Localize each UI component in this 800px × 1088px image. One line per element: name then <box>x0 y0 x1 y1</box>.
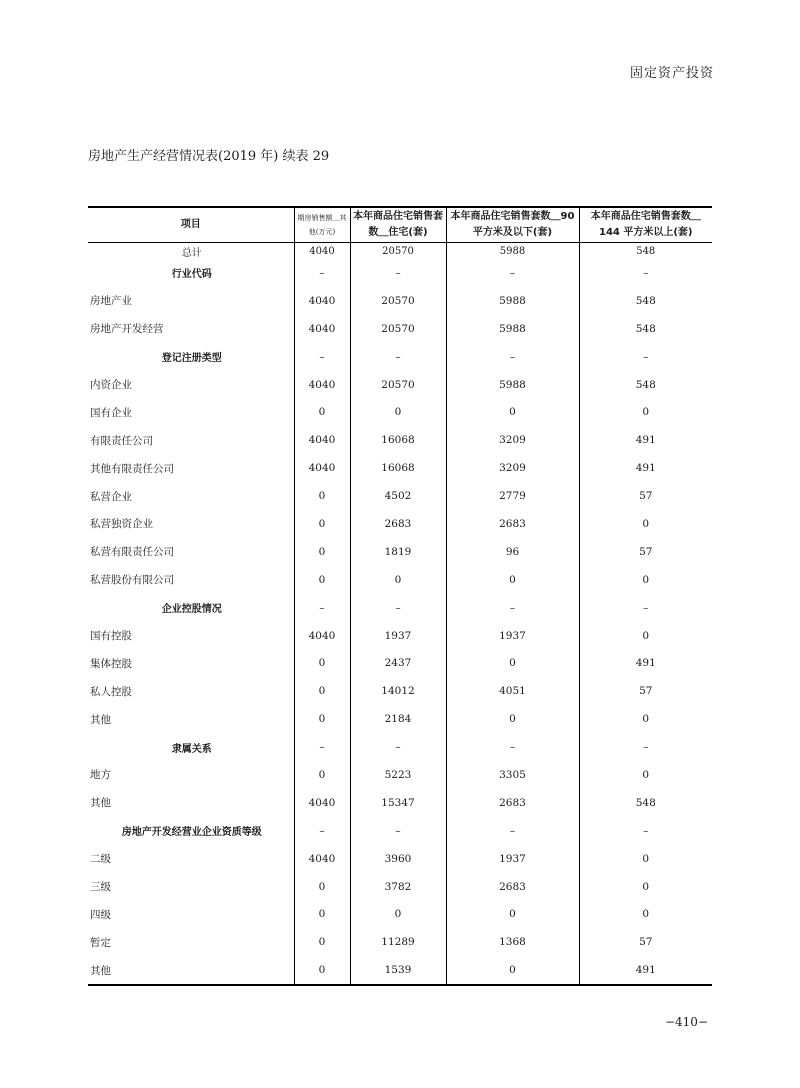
table-row <box>88 538 712 566</box>
row-value: 0 <box>294 873 350 901</box>
row-value: 1937 <box>446 622 579 650</box>
table-row <box>88 705 712 733</box>
table-row <box>88 761 712 789</box>
row-label: 私营独资企业 <box>88 510 294 538</box>
row-label: 三级 <box>88 873 294 901</box>
row-label: 其他有限责任公司 <box>88 454 294 482</box>
row-value: 0 <box>350 566 446 594</box>
row-value: 20570 <box>350 315 446 343</box>
row-value: – <box>446 594 579 622</box>
row-label: 私人控股 <box>88 677 294 705</box>
row-value: 16068 <box>350 426 446 454</box>
table-row <box>88 315 712 343</box>
row-value: 0 <box>294 649 350 677</box>
row-value: 0 <box>642 517 650 530</box>
row-value: 4040 <box>294 845 350 873</box>
row-value: 0 <box>294 677 350 705</box>
table-row <box>88 482 712 510</box>
section-title: 固定资产投资 <box>629 66 714 81</box>
row-value: 0 <box>294 761 350 789</box>
row-value: 4040 <box>294 622 350 650</box>
row-value: 2683 <box>350 510 446 538</box>
row-value: 0 <box>642 713 650 726</box>
row-value: – <box>446 817 579 845</box>
row-value: 0 <box>446 649 579 677</box>
table-row <box>88 956 712 985</box>
row-value: – <box>294 817 350 845</box>
row-value: 3209 <box>446 454 579 482</box>
column-header-over-144sqm: 本年商品住宅销售套数＿144 平方米以上(套) <box>579 207 712 243</box>
row-label: 登记注册类型 <box>88 343 294 371</box>
table-row <box>88 845 712 873</box>
table-row <box>88 677 712 705</box>
row-value: 1937 <box>350 622 446 650</box>
row-value: 4040 <box>294 789 350 817</box>
row-value: – <box>350 343 446 371</box>
row-value: – <box>446 733 579 761</box>
row-value: – <box>350 733 446 761</box>
row-value: – <box>643 266 649 279</box>
row-label: 私营企业 <box>88 482 294 510</box>
row-label: 内资企业 <box>88 371 294 399</box>
row-value: 4051 <box>446 677 579 705</box>
row-value: 2779 <box>446 482 579 510</box>
row-value: 548 <box>635 796 656 809</box>
row-value: 3782 <box>350 873 446 901</box>
row-value: 0 <box>446 566 579 594</box>
row-label: 集体控股 <box>88 649 294 677</box>
row-value: – <box>446 343 579 371</box>
row-value: 1539 <box>350 956 446 985</box>
row-label: 企业控股情况 <box>88 594 294 622</box>
row-value: 0 <box>642 908 650 921</box>
table-header-row <box>88 207 712 243</box>
row-label: 国有控股 <box>88 622 294 650</box>
row-value: 1368 <box>446 928 579 956</box>
row-value: – <box>643 741 649 754</box>
row-label: 私营股份有限公司 <box>88 566 294 594</box>
row-value: – <box>294 259 350 287</box>
row-value: 4040 <box>294 243 350 260</box>
row-value: 2184 <box>350 705 446 733</box>
row-value: 0 <box>642 573 650 586</box>
row-value: 548 <box>635 378 656 391</box>
row-value: – <box>294 733 350 761</box>
row-value: 4502 <box>350 482 446 510</box>
table-row <box>88 454 712 482</box>
row-value: 4040 <box>294 287 350 315</box>
row-value: 5988 <box>446 315 579 343</box>
table-row <box>88 789 712 817</box>
column-header-housing-units: 本年商品住宅销售套数＿住宅(套) <box>350 207 446 243</box>
row-value: 3209 <box>446 426 579 454</box>
row-value: 2437 <box>350 649 446 677</box>
table-row <box>88 873 712 901</box>
row-label: 国有企业 <box>88 398 294 426</box>
row-value: 491 <box>579 956 712 985</box>
table-caption: 房地产生产经营情况表(2019 年) 续表 29 <box>88 149 330 164</box>
row-value: 0 <box>294 566 350 594</box>
row-value: 491 <box>635 657 656 670</box>
row-value: 4040 <box>294 371 350 399</box>
row-value: 5988 <box>446 243 579 260</box>
row-label: 私营有限责任公司 <box>88 538 294 566</box>
column-header-presale-other: 期房销售额＿其他(万元) <box>294 207 350 243</box>
row-label: 隶属关系 <box>88 733 294 761</box>
row-value: – <box>643 350 649 363</box>
table-row <box>88 622 712 650</box>
row-label: 四级 <box>88 900 294 928</box>
row-label: 行业代码 <box>88 259 294 287</box>
row-value: 548 <box>635 322 656 335</box>
row-value: 20570 <box>350 287 446 315</box>
row-value: – <box>350 817 446 845</box>
table-row <box>88 928 712 956</box>
row-value: – <box>294 594 350 622</box>
row-value: 4040 <box>294 315 350 343</box>
row-label: 其他 <box>88 705 294 733</box>
column-header-under-90sqm: 本年商品住宅销售套数＿90 平方米及以下(套) <box>446 207 579 243</box>
row-value: 0 <box>446 398 579 426</box>
row-value: 0 <box>294 900 350 928</box>
row-value: 2683 <box>446 789 579 817</box>
row-label: 房地产业 <box>88 287 294 315</box>
table-row <box>88 371 712 399</box>
row-value: 2683 <box>446 510 579 538</box>
row-value: 4040 <box>294 454 350 482</box>
table-row <box>88 243 712 260</box>
table-row <box>88 733 712 761</box>
data-table <box>88 206 712 986</box>
row-value: 0 <box>642 629 650 642</box>
row-value: 3960 <box>350 845 446 873</box>
row-value: 1937 <box>446 845 579 873</box>
row-value: 0 <box>294 398 350 426</box>
row-value: 0 <box>350 900 446 928</box>
row-value: 57 <box>639 936 653 949</box>
row-value: 0 <box>446 705 579 733</box>
row-label: 地方 <box>88 761 294 789</box>
row-value: 4040 <box>294 426 350 454</box>
row-value: 14012 <box>350 677 446 705</box>
table-row <box>88 900 712 928</box>
table-row <box>88 426 712 454</box>
row-value: – <box>643 824 649 837</box>
row-value: 0 <box>294 956 350 985</box>
row-value: 16068 <box>350 454 446 482</box>
row-value: 0 <box>642 852 650 865</box>
row-value: 0 <box>294 510 350 538</box>
row-value: – <box>643 601 649 614</box>
row-value: 0 <box>350 398 446 426</box>
row-value: 20570 <box>350 243 446 260</box>
row-value: – <box>350 594 446 622</box>
row-value: 3305 <box>446 761 579 789</box>
row-label: 房地产开发经营 <box>88 315 294 343</box>
row-value: 0 <box>294 482 350 510</box>
row-label: 其他 <box>88 789 294 817</box>
row-value: 0 <box>446 956 579 985</box>
table-row <box>88 649 712 677</box>
row-label: 暂定 <box>88 928 294 956</box>
row-value: 548 <box>636 245 656 257</box>
row-value: 0 <box>294 538 350 566</box>
row-value: 491 <box>635 434 656 447</box>
row-value: 0 <box>642 406 650 419</box>
row-value: 57 <box>639 490 653 503</box>
page-number: −410− <box>664 1015 708 1029</box>
row-value: 0 <box>294 705 350 733</box>
table-row <box>88 594 712 622</box>
row-value: 96 <box>446 538 579 566</box>
row-label: 房地产开发经营业企业资质等级 <box>88 817 294 845</box>
table-row <box>88 343 712 371</box>
table-row <box>88 287 712 315</box>
row-value: 5988 <box>446 371 579 399</box>
row-value: 1819 <box>350 538 446 566</box>
row-label: 其他 <box>88 956 294 985</box>
table-row <box>88 398 712 426</box>
row-value: 0 <box>446 900 579 928</box>
row-label: 二级 <box>88 845 294 873</box>
row-value: 5223 <box>350 761 446 789</box>
row-value: 5988 <box>446 287 579 315</box>
row-value: 491 <box>635 462 656 475</box>
table-row <box>88 510 712 538</box>
row-value: 0 <box>294 928 350 956</box>
row-value: – <box>294 343 350 371</box>
column-header-item: 项目 <box>88 207 294 243</box>
row-value: – <box>350 259 446 287</box>
row-value: 11289 <box>350 928 446 956</box>
table-row <box>88 566 712 594</box>
row-value: 2683 <box>446 873 579 901</box>
row-value: 15347 <box>350 789 446 817</box>
row-label: 总计 <box>88 243 294 260</box>
row-value: 0 <box>642 880 650 893</box>
row-value: 0 <box>642 768 650 781</box>
row-value: 20570 <box>350 371 446 399</box>
row-value: 57 <box>639 545 653 558</box>
table-row <box>88 817 712 845</box>
row-label: 有限责任公司 <box>88 426 294 454</box>
table-row <box>88 259 712 287</box>
row-value: 548 <box>635 294 656 307</box>
row-value: – <box>446 259 579 287</box>
row-value: 57 <box>639 685 653 698</box>
